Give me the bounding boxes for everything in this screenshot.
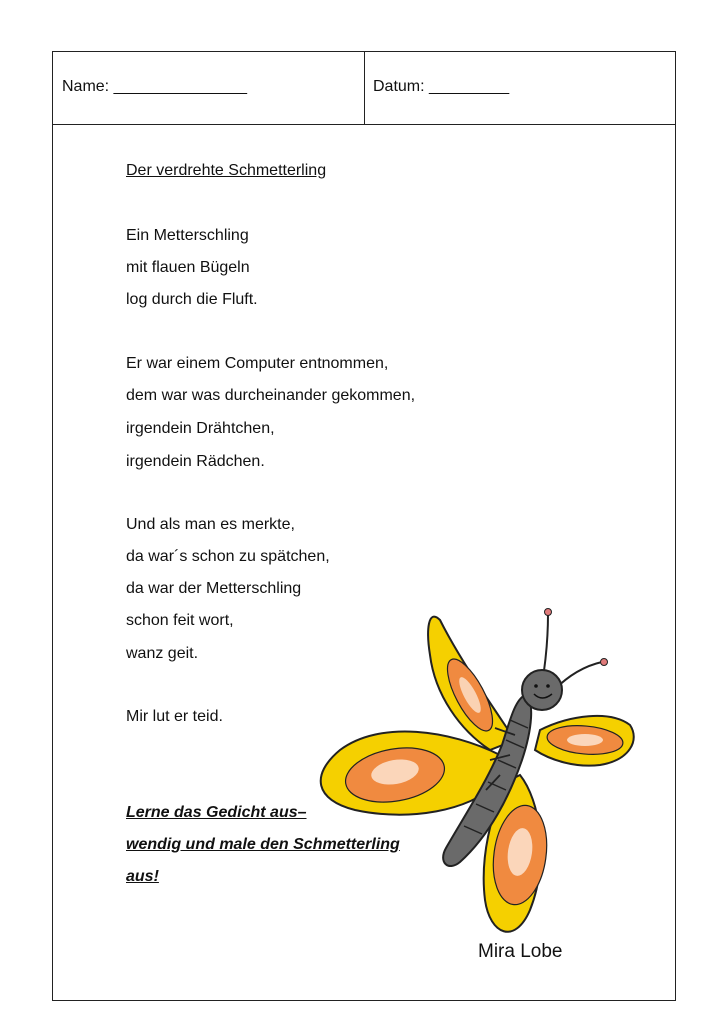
date-field[interactable]: Datum: _________ [373, 78, 510, 95]
poem-line: irgendein Rädchen. [126, 453, 265, 470]
poem-line: mit flauen Bügeln [126, 259, 250, 276]
poem-line: irgendein Drähtchen, [126, 420, 275, 437]
header-divider [364, 52, 365, 124]
poem-line: da war der Metterschling [126, 580, 302, 597]
poem-line: Und als man es merkte, [126, 516, 295, 533]
task-line: wendig und male den Schmetterling [126, 836, 400, 853]
poem-title: Der verdrehte Schmetterling [126, 162, 327, 179]
task-line: Lerne das Gedicht aus– [126, 804, 307, 821]
author-name: Mira Lobe [478, 941, 563, 962]
poem-line: wanz geit. [126, 645, 199, 662]
poem-line: log durch die Fluft. [126, 291, 258, 308]
task-line: aus! [126, 868, 159, 885]
name-field[interactable]: Name: _______________ [62, 78, 248, 95]
poem-line: schon feit wort, [126, 612, 234, 629]
poem-line: da war´s schon zu spätchen, [126, 548, 330, 565]
butterfly-icon [310, 600, 640, 960]
poem-line: dem war was durcheinander gekommen, [126, 387, 416, 404]
poem-line: Er war einem Computer entnommen, [126, 355, 389, 372]
poem-line: Mir lut er teid. [126, 708, 223, 725]
header-row [53, 52, 675, 125]
poem-line: Ein Metterschling [126, 227, 249, 244]
